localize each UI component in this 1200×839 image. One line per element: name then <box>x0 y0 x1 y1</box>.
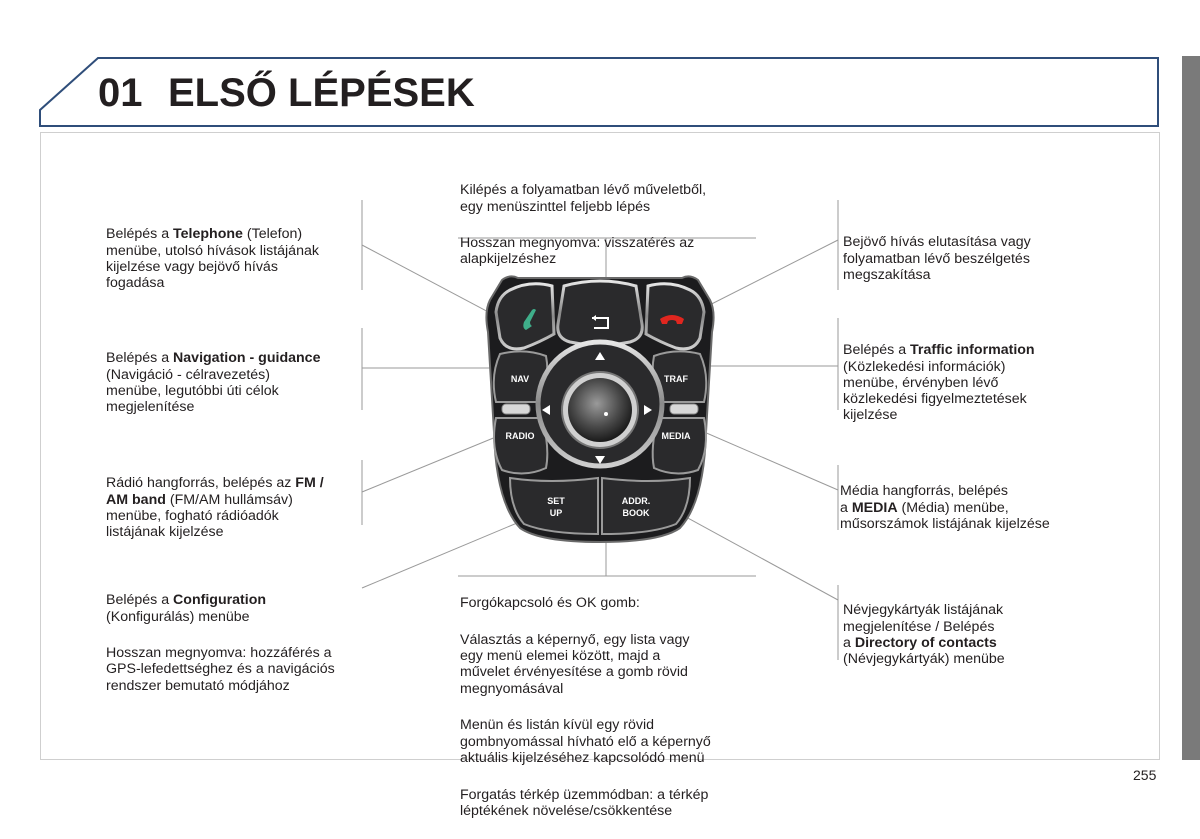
call-button[interactable] <box>496 284 554 349</box>
callout-address-book-bold: Directory of contacts <box>854 634 997 651</box>
callout-knob-p1: Forgókapcsoló és OK gomb: <box>460 595 640 612</box>
page-number: 255 <box>1133 767 1157 783</box>
callout-back-p2: Hosszan megnyomva: visszatérés az alapkijelzéshez <box>460 235 695 268</box>
chapter-side-tab <box>1182 56 1200 760</box>
callout-traffic-pre: Belépés a <box>843 342 911 359</box>
chapter-title: ELSŐ LÉPÉSEK <box>168 71 475 115</box>
callout-address-book-pre: Névjegykártyák listájának megjelenítése / Belépés a <box>843 602 1004 651</box>
callout-hangup-text: Bejövő hívás elutasítása vagy folyamatban lévő beszélgetés megszakítása <box>843 234 1031 283</box>
callout-configuration-bold: Configuration <box>173 592 267 609</box>
callout-navigation-post: (Navigáció - célravezetés) menübe, legutóbbi úti célok megjelenítése <box>106 366 279 416</box>
callout-navigation-pre: Belépés a <box>106 350 174 367</box>
chapter-number: 01 <box>98 71 143 115</box>
callout-back <box>460 166 760 288</box>
traffic-button-label: TRAF <box>664 374 688 384</box>
callout-knob-p4: Forgatás térkép üzemmódban: a térkép léptékének növelése/csökkentése <box>460 786 709 819</box>
callout-traffic-post: (Közlekedési információk) menübe, érvényben lévő közlekedési figyelmeztetések kijelzése <box>843 358 1027 424</box>
rotary-ok-knob[interactable] <box>562 372 638 448</box>
radio-button[interactable] <box>494 418 547 474</box>
callout-hangup <box>843 218 1093 283</box>
callout-knob <box>460 579 760 839</box>
callout-media-pre: Média hangforrás, belépés a <box>840 483 1008 516</box>
callout-media <box>840 467 1100 532</box>
callout-traffic <box>843 326 1093 424</box>
callout-telephone <box>106 210 358 291</box>
address-book-button-label-2: BOOK <box>622 508 650 518</box>
address-book-button-label-1: ADDR. <box>621 496 651 506</box>
nav-button-label: NAV <box>510 374 530 384</box>
control-panel-device <box>480 272 720 544</box>
callout-telephone-post: (Telefon) menübe, utolsó hívások listájának kijelzése vagy bejövő hívás fogadása <box>106 226 319 292</box>
callout-navigation <box>106 334 358 415</box>
callout-address-book <box>843 586 1093 667</box>
callout-back-p1: Kilépés a folyamatban lévő műveletből, egy menüszinttel feljebb lépés <box>460 182 707 215</box>
callout-telephone-bold: Telephone <box>173 226 243 243</box>
callout-configuration-post: (Konfigurálás) menübe <box>106 608 250 625</box>
callout-radio-pre: Rádió hangforrás, belépés az <box>106 475 296 492</box>
callout-knob-p2: Választás a képernyő, egy lista vagy egy menü elemei között, majd a művelet érvényesítése a gomb rövid megnyomásával <box>460 631 690 697</box>
callout-traffic-bold: Traffic information <box>910 342 1035 359</box>
hangup-button[interactable] <box>646 284 704 349</box>
radio-button-label: RADIO <box>505 431 535 441</box>
callout-media-bold: MEDIA <box>851 499 898 516</box>
setup-button-label-1: SET <box>547 496 565 506</box>
callout-navigation-bold: Navigation - guidance <box>173 350 321 367</box>
callout-knob-p3: Menün és listán kívül egy rövid gombnyomással hívható elő a képernyő aktuális kijelzéséhez kapcsolódó menü <box>460 717 711 766</box>
right-dash-key[interactable] <box>670 404 698 414</box>
callout-configuration-extra: Hosszan megnyomva: hozzáférés a GPS-lefedettséghez és a navigációs rendszer bemutató módjához <box>106 645 335 694</box>
callout-telephone-pre: Belépés a <box>106 226 174 243</box>
callout-configuration-pre: Belépés a <box>106 592 174 609</box>
back-button[interactable] <box>558 281 643 345</box>
callout-radio-post: (FM/AM hullámsáv) menübe, fogható rádióadók listájának kijelzése <box>106 491 293 541</box>
callout-configuration <box>106 576 358 714</box>
media-button[interactable] <box>653 418 706 474</box>
callout-radio <box>106 459 358 540</box>
callout-media-post: (Média) menübe, műsorszámok listájának kijelzése <box>840 499 1050 532</box>
left-dash-key[interactable] <box>502 404 530 414</box>
media-button-label: MEDIA <box>661 431 691 441</box>
setup-button-label-2: UP <box>549 508 563 518</box>
callout-address-book-post: (Névjegykártyák) menübe <box>843 651 1005 668</box>
callout-radio-bold: FM / AM band <box>106 475 324 508</box>
